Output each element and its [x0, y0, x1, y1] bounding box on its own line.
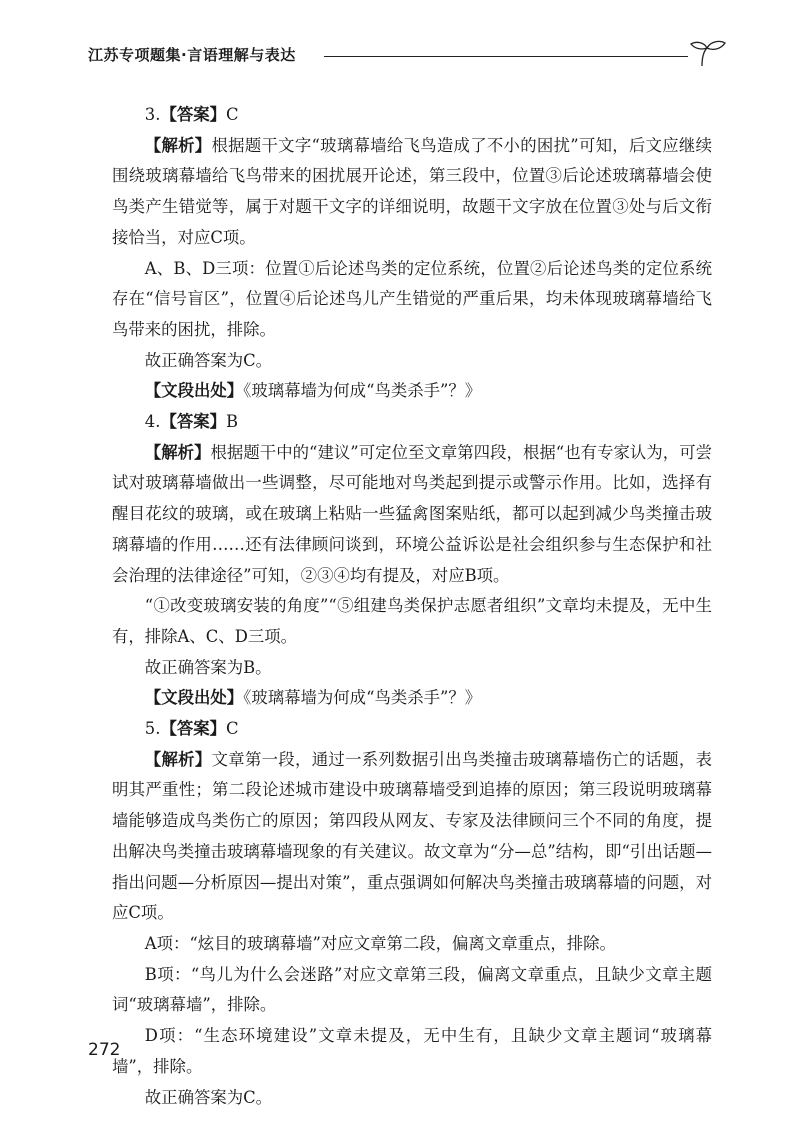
answer-4-extra: “①改变玻璃安装的角度”“⑤组建鸟类保护志愿者组织”文章均未提及，无中生有，排除A、C、D三项。 — [112, 596, 712, 646]
answer-5-tag: 【答案】 — [160, 719, 226, 739]
answer-4-value: B — [226, 412, 239, 432]
answer-3-extra: A、B、D三项：位置①后论述鸟类的定位系统，位置②后论述鸟类的定位系统存在“信号盲区”，位置④后论述鸟儿产生错觉的严重后果，均未体现玻璃幕墙给飞鸟带来的困扰，排除。 — [112, 258, 712, 339]
answer-3-conclusion: 故正确答案为C。 — [144, 350, 273, 370]
answer-3-number: 3. — [144, 105, 161, 124]
answer-5-option-a: A项：“炫目的玻璃幕墙”对应文章第二段，偏离文章重点，排除。 — [144, 933, 616, 953]
answer-4-conclusion: 故正确答案为B。 — [144, 657, 272, 677]
page-number: 272 — [88, 1040, 121, 1060]
answer-3-tag: 【答案】 — [160, 105, 226, 124]
header-title: 江苏专项题集·言语理解与表达 — [88, 46, 296, 64]
sprout-icon — [688, 38, 728, 68]
answer-3-source-text: 《玻璃幕墙为何成“鸟类杀手”？》 — [243, 381, 482, 401]
answer-4-source-tag: 【文段出处】 — [144, 688, 244, 708]
answer-5-analysis — [112, 745, 712, 929]
answer-4-heading — [112, 407, 712, 438]
answer-4-analysis-text: 根据题干中的“建议”可定位至文章第四段，根据“也有专家认为，可尝试对玻璃幕墙做出一些调整，尽可能地对鸟类起到提示或警示作用。比如，选择有醒目花纹的玻璃，或在玻璃上粘贴一些猛禽图案贴纸，都可以起到减少鸟类撞击玻璃幕墙的作用……还有法律顾问谈到，环境公益诉讼是社会组织参与生态保护和社会治理的法律途径”可知，②③④均有提及，对应B项。 — [112, 442, 713, 585]
answer-4-analysis-tag: 【解析】 — [144, 442, 211, 462]
answer-4-tag: 【答案】 — [160, 412, 226, 432]
answer-3-analysis-text: 根据题干文字“玻璃幕墙给飞鸟造成了不小的困扰”可知，后文应继续围绕玻璃幕墙给飞鸟带来的困扰展开论述，第三段中，位置③后论述玻璃幕墙会使鸟类产生错觉等，属于对题干文字的详细说明，故题干文字放在位置③处与后文衔接恰当，对应C项。 — [112, 135, 712, 247]
answer-content — [112, 100, 712, 1113]
answer-5-conclusion: 故正确答案为C。 — [144, 1087, 273, 1107]
answer-4-source — [112, 683, 712, 714]
answer-5-option-b: B项：“鸟儿为什么会迷路”对应文章第三段，偏离文章重点，且缺少文章主题词“玻璃幕墙”，排除。 — [112, 964, 712, 1015]
answer-3-analysis-tag: 【解析】 — [144, 135, 212, 155]
answer-4-analysis — [112, 438, 712, 592]
answer-3-heading — [112, 100, 712, 131]
answer-4-number: 4. — [144, 412, 161, 432]
answer-5-heading — [112, 714, 712, 745]
answer-3-analysis — [112, 131, 712, 254]
answer-5-analysis-text: 文章第一段，通过一系列数据引出鸟类撞击玻璃幕墙伤亡的话题，表明其严重性；第二段论述城市建设中玻璃幕墙受到追捧的原因；第三段说明玻璃幕墙能够造成鸟类伤亡的原因；第四段从网友、专家及法律顾问三个不同的角度，提出解决鸟类撞击玻璃幕墙现象的有关建议。故文章为“分—总”结构，即“引出话题—指出问题—分析原因—提出对策”，重点强调如何解决鸟类撞击玻璃幕墙的问题，对应C项。 — [112, 749, 712, 923]
answer-5-number: 5. — [144, 719, 161, 739]
running-header — [88, 38, 728, 74]
header-rule — [324, 56, 688, 57]
answer-4-source-text: 《玻璃幕墙为何成“鸟类杀手”？》 — [243, 688, 482, 708]
answer-5-value: C — [226, 719, 239, 739]
answer-3-source — [112, 376, 712, 407]
answer-5-analysis-tag: 【解析】 — [144, 749, 212, 769]
answer-3-value: C — [226, 105, 239, 124]
answer-5-option-d: D项：“生态环境建设”文章未提及，无中生有，且缺少文章主题词“玻璃幕墙”，排除。 — [112, 1026, 712, 1076]
answer-3-source-tag: 【文段出处】 — [144, 381, 244, 401]
